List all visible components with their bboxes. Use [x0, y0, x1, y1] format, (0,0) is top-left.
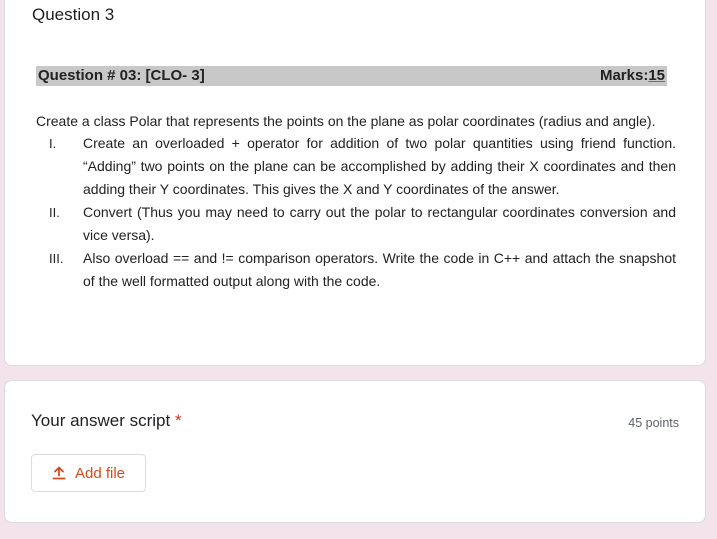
question-number-label: Question # 03: [CLO- 3] — [38, 67, 205, 84]
question-title: Question 3 — [32, 5, 115, 24]
question-body — [36, 111, 676, 293]
question-item — [36, 132, 676, 201]
item-text: Create an overloaded + operator for addition of two polar quantities using friend function. “Adding” two points on the plane can be accomplished by adding their X coordinates and then adding their Y coordinates. This gives the X and Y coordinates of the answer. — [83, 135, 676, 197]
question-item — [36, 247, 676, 293]
required-asterisk: * — [174, 411, 182, 430]
answer-card — [4, 380, 706, 523]
add-file-label: Add file — [74, 464, 126, 482]
marks-label — [600, 66, 665, 86]
item-text: Convert (Thus you may need to carry out the polar to rectangular coordinates conversion and vice versa). — [83, 204, 676, 243]
item-number: I. — [49, 136, 57, 151]
question-item — [36, 201, 676, 247]
answer-label-text: Your answer script — [31, 411, 171, 430]
marks-value: 15 — [648, 67, 665, 84]
question-intro: Create a class Polar that represents the points on the plane as polar coordinates (radius and angle). — [36, 113, 656, 129]
add-file-button[interactable] — [31, 454, 146, 492]
marks-prefix: Marks: — [599, 67, 649, 84]
item-number: II. — [49, 205, 60, 220]
answer-label — [31, 411, 182, 431]
question-header-band — [36, 66, 667, 86]
item-text: Also overload == and != comparison operators. Write the code in C++ and attach the snapshot of the well formatted output along with the code. — [83, 250, 676, 289]
question-list — [36, 132, 676, 293]
item-number: III. — [49, 251, 64, 266]
points-label: 45 points — [628, 416, 679, 430]
question-card — [4, 0, 706, 366]
upload-icon — [52, 466, 66, 480]
